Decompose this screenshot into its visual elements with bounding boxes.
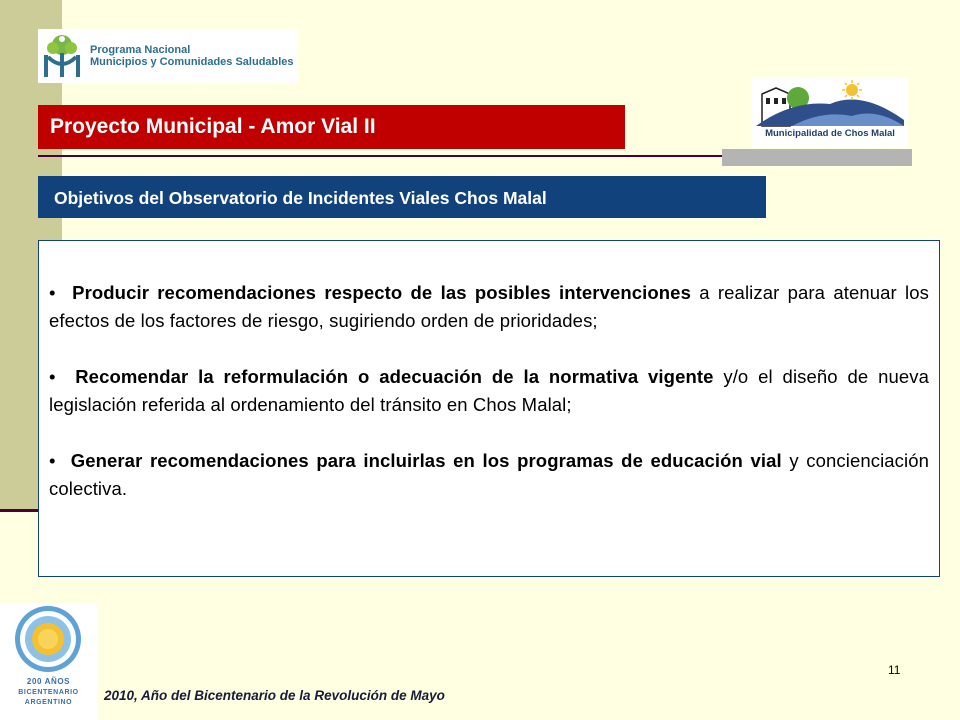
seal-line-1: 200 AÑOS bbox=[26, 677, 71, 686]
page-number: 11 bbox=[888, 663, 901, 677]
logo-line-1: Programa Nacional bbox=[90, 44, 191, 56]
bullet-marker: • bbox=[49, 450, 56, 471]
section-subtitle: Objetivos del Observatorio de Incidentes Viales Chos Malal bbox=[38, 176, 766, 218]
objective-item bbox=[49, 279, 929, 335]
page-title: Proyecto Municipal - Amor Vial II bbox=[38, 105, 625, 149]
objectives-content bbox=[38, 240, 940, 577]
bullet-marker: • bbox=[49, 366, 56, 387]
municipalidad-logo bbox=[752, 78, 908, 148]
logo-line-2: Municipios y Comunidades Saludables bbox=[90, 56, 294, 68]
objective-bold-text: Recomendar la reformulación o adecuación de la normativa vigente bbox=[75, 366, 714, 387]
bullet-marker: • bbox=[49, 282, 56, 303]
sun-emblem-icon bbox=[0, 603, 97, 675]
objective-item bbox=[49, 363, 929, 419]
bicentenario-seal bbox=[0, 603, 97, 720]
footer-text: 2010, Año del Bicentenario de la Revolución de Mayo bbox=[104, 688, 445, 703]
objective-bold-text: Producir recomendaciones respecto de las posibles intervenciones bbox=[72, 282, 691, 303]
programa-nacional-logo bbox=[38, 29, 298, 83]
objective-rest-text: a realizar para atenuar los efectos de los factores de riesgo, sugiriendo orden de prioridades; bbox=[49, 282, 929, 331]
mountain-landscape-icon bbox=[752, 78, 908, 128]
objective-bold-text: Generar recomendaciones para incluirlas en los programas de educación bbox=[70, 450, 743, 471]
municipalidad-logo-text: Municipalidad de Chos Malal bbox=[765, 128, 895, 139]
objective-rest-text: y/o el diseño de nueva legislación referida al ordenamiento del tránsito en Chos Malal; bbox=[49, 366, 929, 415]
seal-line-3: ARGENTINO bbox=[24, 699, 73, 706]
seal-line-2: BICENTENARIO bbox=[18, 689, 79, 696]
objective-rest-text: y concienciación colectiva. bbox=[49, 450, 930, 499]
people-tree-icon bbox=[40, 31, 84, 81]
objective-item bbox=[49, 447, 929, 503]
header-gray-bar bbox=[722, 149, 912, 166]
objective-bold-extra: vial bbox=[750, 450, 782, 471]
